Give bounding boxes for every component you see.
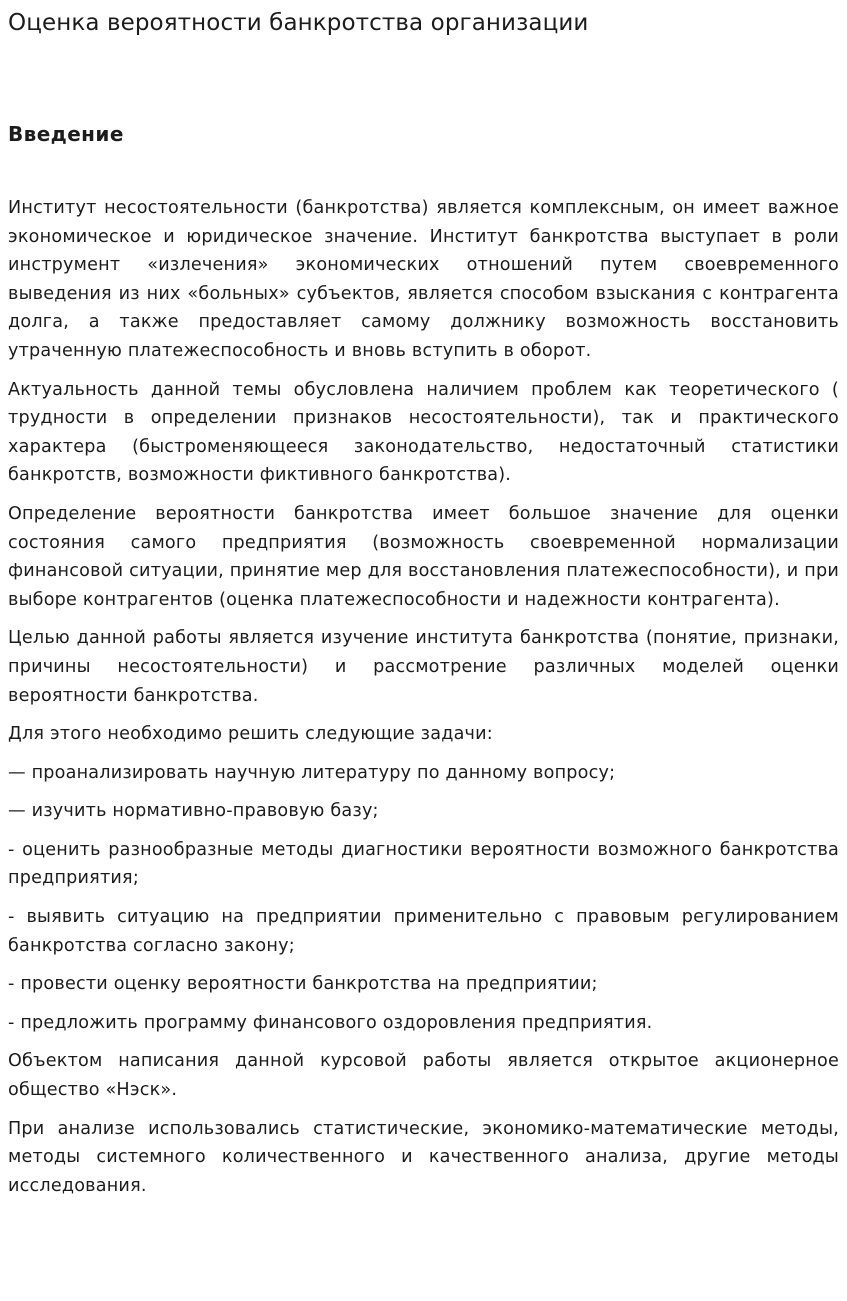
paragraph: Институт несостоятельности (банкротства) является комплексным, он имеет важное экономическое и юридическое значение. Институт банкротства выступает в роли инструмент «излечения» экономических отношений путем своевременного выведения из них «больных» субъектов, является способом взыскания с контрагента долга, а также предоставляет самому должнику возможность восстановить утраченную платежеспособность и вновь вступить в оборот. [8, 198, 839, 361]
page-title: Оценка вероятности банкротства организации [8, 10, 589, 36]
paragraph: Определение вероятности банкротства имеет большое значение для оценки состояния самого предприятия (возможность своевременной нормализации финансовой ситуации, принятие мер для восстановления платежеспособности), и при выборе контрагентов (оценка платежеспособности и надежности контрагента). [8, 503, 839, 610]
section-heading: Введение [8, 122, 124, 146]
list-item: - провести оценку вероятности банкротства на предприятии; [8, 974, 598, 995]
paragraph: При анализе использовались статистические, экономико-математические методы, методы системного количественного и качественного анализа, другие методы исследования. [8, 1118, 839, 1196]
list-item: - предложить программу финансового оздоровления предприятия. [8, 1012, 653, 1033]
paragraph: Объектом написания данной курсовой работы является открытое акционерное общество «Нэск». [8, 1051, 839, 1101]
list-item: — изучить нормативно-правовую базу; [8, 801, 379, 822]
list-item: — проанализировать научную литературу по данному вопросу; [8, 762, 616, 783]
paragraph: Актуальность данной темы обусловлена наличием проблем как теоретического ( трудности в определении признаков несостоятельности), так и практического характера (быстроменяющееся законодательство, недостаточный статистики банкротств, возможности фиктивного банкротства). [8, 379, 839, 486]
document-body [8, 194, 839, 1200]
paragraph: Для этого необходимо решить следующие задачи: [8, 724, 493, 745]
list-item: - оценить разнообразные методы диагностики вероятности возможного банкротства предприятия; [8, 839, 839, 889]
list-item: - выявить ситуацию на предприятии применительно с правовым регулированием банкротства согласно закону; [8, 907, 839, 956]
paragraph: Целью данной работы является изучение института банкротства (понятие, признаки, причины несостоятельности) и рассмотрение различных моделей оценки вероятности банкротства. [8, 628, 839, 706]
